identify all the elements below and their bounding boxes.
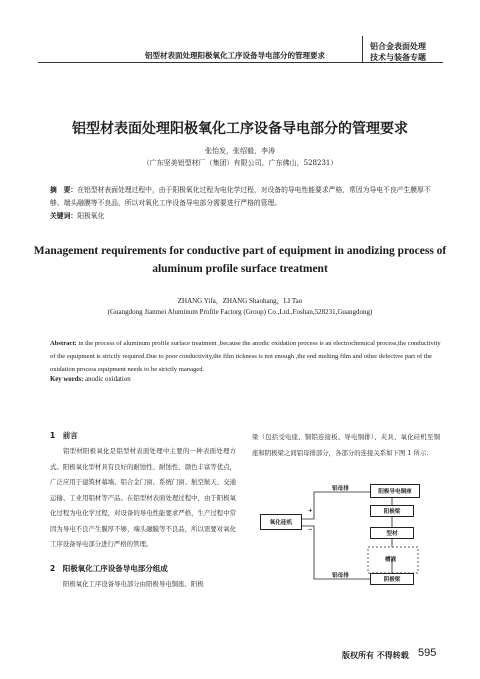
keywords-en-text: anodic oxidation (83, 376, 131, 383)
plus-sign: + (308, 508, 313, 514)
anode-beam-box: 阳极梁 (370, 505, 414, 517)
profile-box: 型材 (370, 527, 414, 539)
affiliation-en: (Guangdong Jianmei Aluminum Profile Factorg (Group) Co.,Ltd.,Foshan,528231,Guangdong) (107, 308, 373, 316)
section-1-paragraph: 铝型材阳极氧化是铝型材表面处理中主要的一种表面处理方式。阳极氧化型材具有良好的耐蚀性、耐蚀性、颜色丰富等优点，广泛应用于建筑材幕墙、铝合金门窗、系统门窗、航空航天、交通运输、工业用铝材等产品。在铝型材表面处理过程中，由于阳极氧化过程为电化学过程，对设备的导电性能要求严格，生产过程中常因为导电不良产生膜厚不够、端头融膜等不良品，所以需要对氧化工序设备导电部分进行严格的管理。 (50, 447, 236, 548)
cathode-beam-box: 阴极梁 (370, 573, 414, 585)
right-column-paragraph: 梁（包括受电座、铜铝连接板、导电铜排）、夹具、氧化硅机至铜座和阴极梁之间铝母排部分，各部分的连接关系如下图 1 所示： (252, 433, 440, 457)
abstract-en (50, 337, 442, 376)
keywords-zh (50, 210, 104, 220)
column-label (370, 41, 426, 63)
running-title: 铝型材表面处理阳极氧化工序设备导电部分的管理要求 (145, 51, 325, 60)
column-label-line2: 技术与装备专题 (370, 52, 426, 62)
header-divider (362, 36, 363, 62)
abstract-zh-label: 摘 要： (50, 186, 78, 194)
abstract-zh-text: 在铝型材表面处理过程中，由于阳极氧化过程为电化学过程，对设备的导电性能要求严格，常因为导电不良产生膜厚不够、端头融膜等不良品，所以对氧化工序设备导电部分需要进行严格的管理。 (50, 186, 431, 207)
authors-zh: 张怡发，张绍毅，李涛 (205, 147, 275, 155)
paper-title-en-line1: Management requirements for conductive part of equipment in anodizing process of (33, 245, 447, 257)
tank-label: 槽液 (385, 557, 397, 563)
keywords-zh-label: 关键词： (50, 212, 78, 220)
header-rule (38, 62, 443, 63)
section-2-heading: 2 阳极氧化工序设备导电部分组成 (50, 564, 168, 573)
column-label-line1: 铝合金表面处理 (370, 41, 426, 51)
paper-title-en-line2: aluminum profile surface treatment (152, 263, 328, 275)
keywords-en-label: Key words: (50, 376, 84, 383)
section-2-paragraph: 阳极氧化工序设备导电部分由阳极导电铜座、阳极 (63, 580, 204, 588)
paper-title-zh: 铝型材表面处理阳极氧化工序设备导电部分的管理要求 (72, 121, 408, 137)
minus-sign: − (308, 527, 313, 533)
keywords-en (50, 376, 131, 383)
cathode-busbar-label: 铝母排 (332, 573, 349, 579)
abstract-en-text: in the process of aluminum profile surface treatment ,because the anodic oxidation process is an electrochemical process,the conductivity of the equipment is strictly required.Due to poor conductivity,the film tickness is not enough ,the end melting film and other defective part of the oxidation process equipment needs to be strictly managed. (50, 340, 441, 373)
keywords-zh-text: 阳极氧化 (77, 212, 105, 220)
rectifier-box: 氧化硅机 (260, 514, 302, 530)
page-number: 595 (418, 647, 437, 659)
conduction-diagram (252, 474, 442, 604)
copyright-note: 版权所有 不得转载 (342, 650, 409, 660)
section-1-heading: 1 前言 (50, 431, 78, 440)
abstract-zh (50, 184, 442, 210)
authors-en: ZHANG Yifa，ZHANG Shaohang，LI Tao (177, 297, 303, 305)
abstract-en-label: Abstract: (50, 340, 77, 347)
paper-title-en (30, 242, 450, 278)
affiliation-zh: （广东坚美铝型材厂（集团）有限公司，广东佛山，528231） (142, 159, 338, 167)
anode-busbar-label: 铝母排 (332, 486, 349, 492)
anode-copper-seat-box: 阳极导电铜座 (370, 484, 420, 498)
